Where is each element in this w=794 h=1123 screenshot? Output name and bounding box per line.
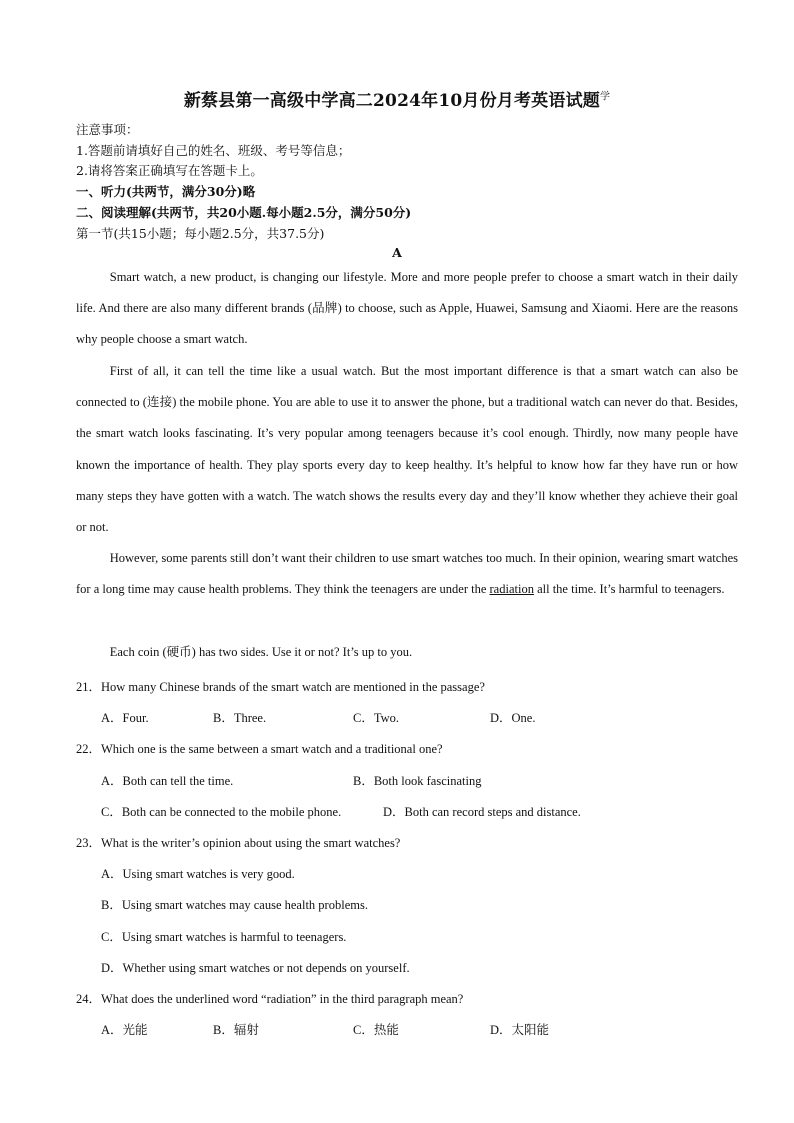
underlined-word: radiation: [489, 582, 534, 597]
passage-paragraph-3: However, some parents still don’t want their children to use smart watches too much. In their opinion, wearing smart watches for a long time may cause health problems. They think the teenagers are under the radiation all the time. It’s harmful to teenagers.: [76, 551, 738, 597]
passage-paragraph-1: Smart watch, a new product, is changing our lifestyle. More and more people prefer to choose a smart watch in their daily life. And there are also many different brands (品牌) to choose, such as Apple, Huawei, Samsung and Xiaomi. Here are the reasons why people choose a smart watch.: [76, 270, 738, 347]
q22-option-d: D．Both can record steps and distance.: [383, 805, 581, 819]
q24-option-b: B．辐射: [213, 1023, 259, 1037]
q21-option-a: A．Four.: [101, 711, 149, 725]
notice-item-1: 1.答题前请填好自己的姓名、班级、考号等信息；: [76, 143, 351, 158]
notice-item-2: 2.请将答案正确填写在答题卡上。: [76, 163, 263, 178]
q24-option-d: D．太阳能: [490, 1023, 550, 1037]
q22-option-a: A．Both can tell the time.: [101, 774, 234, 788]
passage-paragraph-2: First of all, it can tell the time like a usual watch. But the most important difference is that a smart watch can also be connected to (连接) the mobile phone. You are able to use it to answer the phone, but a traditional watch can never do that. Besides, the smart watch looks fascinating. It’s very popular among teenagers because it’s cool enough. Thirdly, now many people have known the importance of health. They play sports every day to keep healthy. It’s helpful to know how far they have run or how many steps they have gotten with a watch. The watch shows the results every day and they’ll know whether they achieve their goal or not.: [76, 364, 738, 535]
part2-heading: 二、阅读理解(共两节，共20小题.每小题2.5分，满分50分): [76, 205, 412, 220]
q21-option-c: C．Two.: [353, 711, 400, 725]
q22-option-c: C．Both can be connected to the mobile phone.: [101, 805, 342, 819]
q24-option-a: A．光能: [101, 1023, 148, 1037]
q21-option-b: B．Three.: [213, 711, 267, 725]
question-23: 23．What is the writer’s opinion about using the smart watches?: [76, 836, 401, 850]
q21-option-d: D．One.: [490, 711, 536, 725]
question-22: 22．Which one is the same between a smart watch and a traditional one?: [76, 742, 443, 756]
passage-label: A: [392, 245, 402, 260]
title-mark: 学: [599, 91, 611, 103]
part1-heading: 一、听力(共两节，满分30分)略: [76, 184, 256, 199]
page-title: 新蔡县第一高级中学高二2024年10月份月考英语试题$^学$: [183, 91, 611, 111]
notice-heading: 注意事项：: [76, 122, 139, 137]
q24-option-c: C．热能: [353, 1023, 399, 1037]
q23-option-a: A．Using smart watches is very good.: [101, 867, 295, 881]
q22-option-b: B．Both look fascinating: [353, 774, 482, 788]
question-21: 21．How many Chinese brands of the smart watch are mentioned in the passage?: [76, 680, 485, 694]
q23-option-b: B．Using smart watches may cause health problems.: [101, 898, 368, 912]
section1-heading: 第一节(共15小题；每小题2.5分，共37.5分): [76, 226, 325, 241]
q23-option-d: D．Whether using smart watches or not depends on yourself.: [101, 961, 410, 975]
q23-option-c: C．Using smart watches is harmful to teenagers.: [101, 930, 347, 944]
passage-paragraph-4: Each coin (硬币) has two sides. Use it or not? It’s up to you.: [109, 645, 413, 659]
question-24: 24．What does the underlined word “radiation” in the third paragraph mean?: [76, 992, 464, 1006]
